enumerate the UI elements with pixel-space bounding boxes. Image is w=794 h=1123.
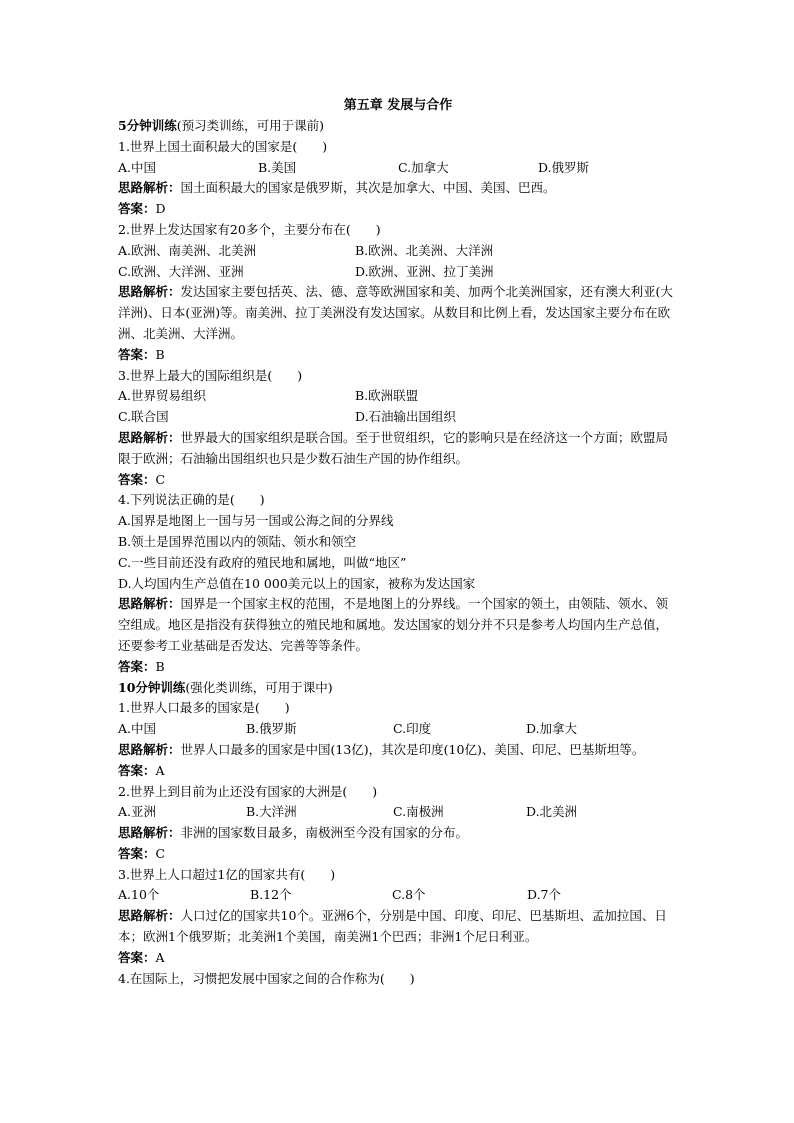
question-options <box>118 262 678 283</box>
question-options <box>118 885 678 906</box>
answer-value: B <box>155 346 165 362</box>
answer-value: B <box>155 658 165 674</box>
option: A.世界贸易组织 <box>118 388 207 404</box>
option: A.10个 <box>118 887 160 903</box>
analysis-text: 人口过亿的国家共10个。亚洲6个，分别是中国、印度、印尼、巴基斯坦、孟加拉国、日本；欧洲1个俄罗斯；北美洲1个美国，南美洲1个巴西；非洲1个尼日利亚。 <box>118 908 667 945</box>
answer-value: C <box>155 845 166 861</box>
analysis-text: 世界最大的国家组织是联合国。至于世贸组织，它的影响只是在经济这一个方面；欧盟局限于欧洲；石油输出国组织也只是少数石油生产国的协作组织。 <box>118 429 669 466</box>
analysis <box>118 428 678 470</box>
option: A.中国 <box>118 159 157 175</box>
section-heading <box>118 116 678 137</box>
question-stem: 1.世界人口最多的国家是( ) <box>118 700 290 716</box>
answer-label: 答案： <box>118 949 156 965</box>
option: D.石油输出国组织 <box>355 409 457 425</box>
option: C.一些目前还没有政府的殖民地和属地，叫做“地区” <box>118 554 407 570</box>
answer <box>118 844 678 865</box>
analysis <box>118 178 678 199</box>
document-page <box>118 96 678 989</box>
option: B.俄罗斯 <box>246 721 297 737</box>
analysis-text: 国界是一个国家主权的范围，不是地图上的分界线。一个国家的领土，由领陆、领水、领空组成。地区是指没有获得独立的殖民地和属地。发达国家的划分并不只是参考人均国内生产总值，还要参考工业基础是否发达、完善等等条件。 <box>118 596 669 653</box>
analysis-text: 世界人口最多的国家是中国(13亿)，其次是印度(10亿)、美国、印尼、巴基斯坦等。 <box>180 741 645 757</box>
option: B.欧洲、北美洲、大洋洲 <box>355 242 494 258</box>
option: A.欧洲、南美洲、北美洲 <box>118 242 257 258</box>
analysis <box>118 594 678 656</box>
question-options <box>118 158 678 179</box>
option: C.欧洲、大洋洲、亚洲 <box>118 263 244 279</box>
question-options <box>118 407 678 428</box>
answer-label: 答案： <box>118 845 156 861</box>
question-stem: 2.世界上到目前为止还没有国家的大洲是( ) <box>118 783 378 799</box>
answer <box>118 657 678 678</box>
option: C.南极洲 <box>393 804 444 820</box>
question-options <box>118 719 678 740</box>
analysis <box>118 740 678 761</box>
option: A.中国 <box>118 721 157 737</box>
option: D.俄罗斯 <box>538 159 590 175</box>
answer-value: D <box>155 201 166 217</box>
question-options <box>118 386 678 407</box>
section-heading-label: 10分钟训练 <box>118 679 186 695</box>
analysis-text: 非洲的国家数目最多，南极洲至今没有国家的分布。 <box>180 825 469 841</box>
option: D.人均国内生产总值在10 000美元以上的国家，被称为发达国家 <box>118 575 476 591</box>
option: D.欧洲、亚洲、拉丁美洲 <box>355 263 494 279</box>
analysis <box>118 906 678 948</box>
answer <box>118 470 678 491</box>
question-options <box>118 802 678 823</box>
option: C.联合国 <box>118 409 169 425</box>
section-heading-note: (预习类训练，可用于课前) <box>176 118 324 133</box>
chapter-title: 第五章 发展与合作 <box>343 98 453 113</box>
answer-value: A <box>155 762 165 778</box>
analysis-label: 思路解析： <box>118 284 181 300</box>
answer-value: C <box>155 471 166 487</box>
analysis-text: 国土面积最大的国家是俄罗斯，其次是加拿大、中国、美国、巴西。 <box>180 180 556 196</box>
question-stem: 4.下列说法正确的是( ) <box>118 492 265 508</box>
analysis-label: 思路解析： <box>118 596 181 612</box>
answer <box>118 345 678 366</box>
option: C.加拿大 <box>398 159 449 175</box>
analysis-text: 发达国家主要包括英、法、德、意等欧洲国家和美、加两个北美洲国家，还有澳大利亚(大洋洲)、日本(亚洲)等。南美洲、拉丁美洲没有发达国家。从数目和比例上看，发达国家主要分布在欧洲、北美洲、大洋洲。 <box>118 284 673 341</box>
section-heading-label: 5分钟训练 <box>118 118 177 133</box>
section-heading-note: (强化类训练，可用于课中) <box>185 679 333 695</box>
answer-label: 答案： <box>118 658 156 674</box>
option: B.美国 <box>258 159 297 175</box>
analysis-label: 思路解析： <box>118 908 181 924</box>
option: D.北美洲 <box>526 804 578 820</box>
question-options <box>118 241 678 262</box>
answer <box>118 199 678 220</box>
question-stem: 3.世界上最大的国际组织是( ) <box>118 367 303 383</box>
question-stem: 4.在国际上，习惯把发展中国家之间的合作称为( ) <box>118 970 415 986</box>
option: C.8个 <box>392 887 426 903</box>
question-stem: 1.世界上国土面积最大的国家是( ) <box>118 138 328 154</box>
answer <box>118 761 678 782</box>
option: D.加拿大 <box>526 721 578 737</box>
analysis-label: 思路解析： <box>118 825 181 841</box>
answer-label: 答案： <box>118 201 156 217</box>
answer-label: 答案： <box>118 762 156 778</box>
question-stem: 3.世界上人口超过1亿的国家共有( ) <box>118 866 336 882</box>
analysis <box>118 823 678 844</box>
option: B.12个 <box>250 887 292 903</box>
option: B.大洋洲 <box>246 804 297 820</box>
answer <box>118 948 678 969</box>
option: D.7个 <box>527 887 562 903</box>
option: B.欧洲联盟 <box>355 388 419 404</box>
answer-value: A <box>155 949 165 965</box>
analysis-label: 思路解析： <box>118 429 181 445</box>
option: A.国界是地图上一国与另一国或公海之间的分界线 <box>118 513 394 529</box>
answer-label: 答案： <box>118 471 156 487</box>
question-stem: 2.世界上发达国家有20多个，主要分布在( ) <box>118 221 381 237</box>
analysis-label: 思路解析： <box>118 180 181 196</box>
analysis-label: 思路解析： <box>118 741 181 757</box>
option: C.印度 <box>393 721 432 737</box>
option: B.领土是国界范围以内的领陆、领水和领空 <box>118 533 357 549</box>
analysis <box>118 282 678 344</box>
section-heading <box>118 678 678 699</box>
option: A.亚洲 <box>118 804 157 820</box>
answer-label: 答案： <box>118 346 156 362</box>
